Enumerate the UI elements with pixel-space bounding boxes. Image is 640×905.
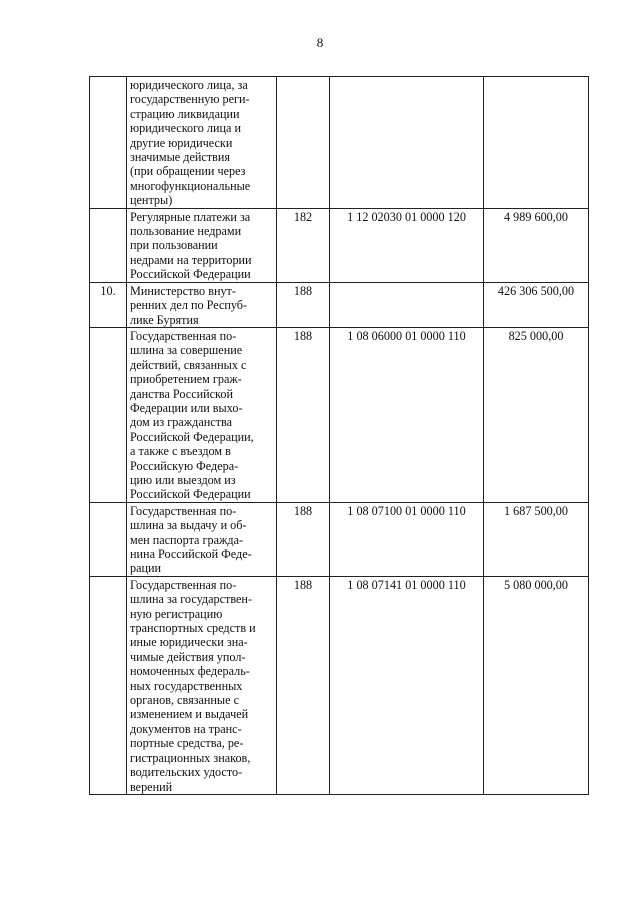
budget-classification-code-cell: 1 12 02030 01 0000 120: [330, 208, 484, 282]
description-line: юридического лица и: [130, 121, 242, 136]
description-line: ренних дел по Респуб-: [130, 298, 248, 313]
description-line: значимые действия: [130, 150, 231, 165]
description-line: нина Российской Феде-: [130, 547, 252, 561]
description-line: Российскую Федера-: [130, 458, 239, 473]
description-line: ных государственных: [130, 678, 243, 693]
row-number-cell: [90, 327, 127, 502]
description-line: при пользовании: [130, 238, 218, 253]
table-row: [90, 77, 589, 209]
description-line: шлина за выдачу и об-: [130, 518, 247, 533]
admin-code-cell: 188: [277, 502, 330, 576]
description-line: (при обращении через: [130, 164, 246, 179]
amount-cell: 426 306 500,00: [484, 282, 589, 327]
description-cell: [127, 77, 277, 209]
budget-classification-code-cell: 1 08 06000 01 0000 110: [330, 327, 484, 502]
row-number-cell: [90, 576, 127, 794]
description-line: приобретением граж-: [130, 372, 242, 387]
description-line: Российской Федерации: [130, 267, 251, 282]
description-cell: [127, 282, 277, 327]
description-line: транспортных средств и: [130, 621, 256, 636]
amount-cell: 825 000,00: [484, 327, 589, 502]
description-cell: [127, 576, 277, 794]
row-number-cell: 10.: [90, 282, 127, 327]
table-row: [90, 576, 589, 794]
description-line: шлина за совершение: [130, 343, 243, 358]
description-line: дом из гражданства: [130, 415, 232, 430]
description-line: гистрационных знаков,: [130, 750, 251, 765]
budget-classification-code-cell: 1 08 07100 01 0000 110: [330, 502, 484, 576]
table-row: [90, 327, 589, 502]
description-line: Государственная по-: [130, 503, 237, 518]
budget-revenue-table: [89, 76, 589, 795]
admin-code-cell: 182: [277, 208, 330, 282]
description-line: лике Бурятия: [130, 312, 199, 327]
description-line: шлина за государствен-: [130, 592, 253, 607]
description-line: иные юридически зна-: [130, 635, 248, 650]
table-body: [90, 77, 589, 795]
amount-cell: 1 687 500,00: [484, 502, 589, 576]
description-line: органов, связанные с: [130, 693, 239, 708]
description-line: центры): [130, 193, 173, 208]
admin-code-cell: [277, 77, 330, 209]
description-line: изменением и выдачей: [130, 707, 249, 722]
row-number-cell: [90, 502, 127, 576]
description-line: ную регистрацию: [130, 606, 223, 621]
admin-code-cell: 188: [277, 282, 330, 327]
description-cell: [127, 327, 277, 502]
description-line: Министерство внут-: [130, 283, 236, 298]
description-line: другие юридически: [130, 135, 233, 150]
description-line: чимые действия упол-: [130, 649, 246, 664]
admin-code-cell: 188: [277, 327, 330, 502]
budget-classification-code-cell: [330, 77, 484, 209]
amount-cell: 4 989 600,00: [484, 208, 589, 282]
description-line: страцию ликвидации: [130, 106, 240, 121]
description-line: верений: [130, 779, 173, 794]
admin-code-cell: 188: [277, 576, 330, 794]
description-line: юридического лица, за: [130, 78, 248, 92]
description-line: номоченных федераль-: [130, 664, 250, 679]
description-line: Государственная по-: [130, 577, 237, 592]
description-line: действий, связанных с: [130, 357, 247, 372]
description-line: мен паспорта гражда-: [130, 532, 244, 547]
row-number-cell: [90, 208, 127, 282]
description-line: данства Российской: [130, 386, 233, 401]
description-line: многофункциональные: [130, 178, 251, 193]
description-line: недрами на территории: [130, 252, 252, 267]
description-line: водительских удосто-: [130, 765, 243, 780]
table-row: [90, 282, 589, 327]
budget-classification-code-cell: [330, 282, 484, 327]
row-number-cell: [90, 77, 127, 209]
page-number: 8: [316, 35, 324, 50]
description-line: государственную реги-: [130, 92, 250, 107]
budget-classification-code-cell: 1 08 07141 01 0000 110: [330, 576, 484, 794]
description-line: Регулярные платежи за: [130, 209, 251, 224]
amount-cell: 5 080 000,00: [484, 576, 589, 794]
description-line: портные средства, ре-: [130, 736, 244, 751]
description-line: а также с въездом в: [130, 444, 231, 459]
description-line: пользование недрами: [130, 224, 242, 239]
table-row: [90, 208, 589, 282]
description-line: цию или выездом из: [130, 472, 236, 487]
description-line: Федерации или выхо-: [130, 400, 243, 415]
description-cell: [127, 502, 277, 576]
description-line: Государственная по-: [130, 328, 237, 343]
description-line: рации: [130, 561, 162, 576]
description-line: Российской Федерации,: [130, 429, 254, 444]
table-row: [90, 502, 589, 576]
description-line: Российской Федерации: [130, 487, 251, 502]
description-cell: [127, 208, 277, 282]
description-line: документов на транс-: [130, 721, 242, 736]
amount-cell: [484, 77, 589, 209]
